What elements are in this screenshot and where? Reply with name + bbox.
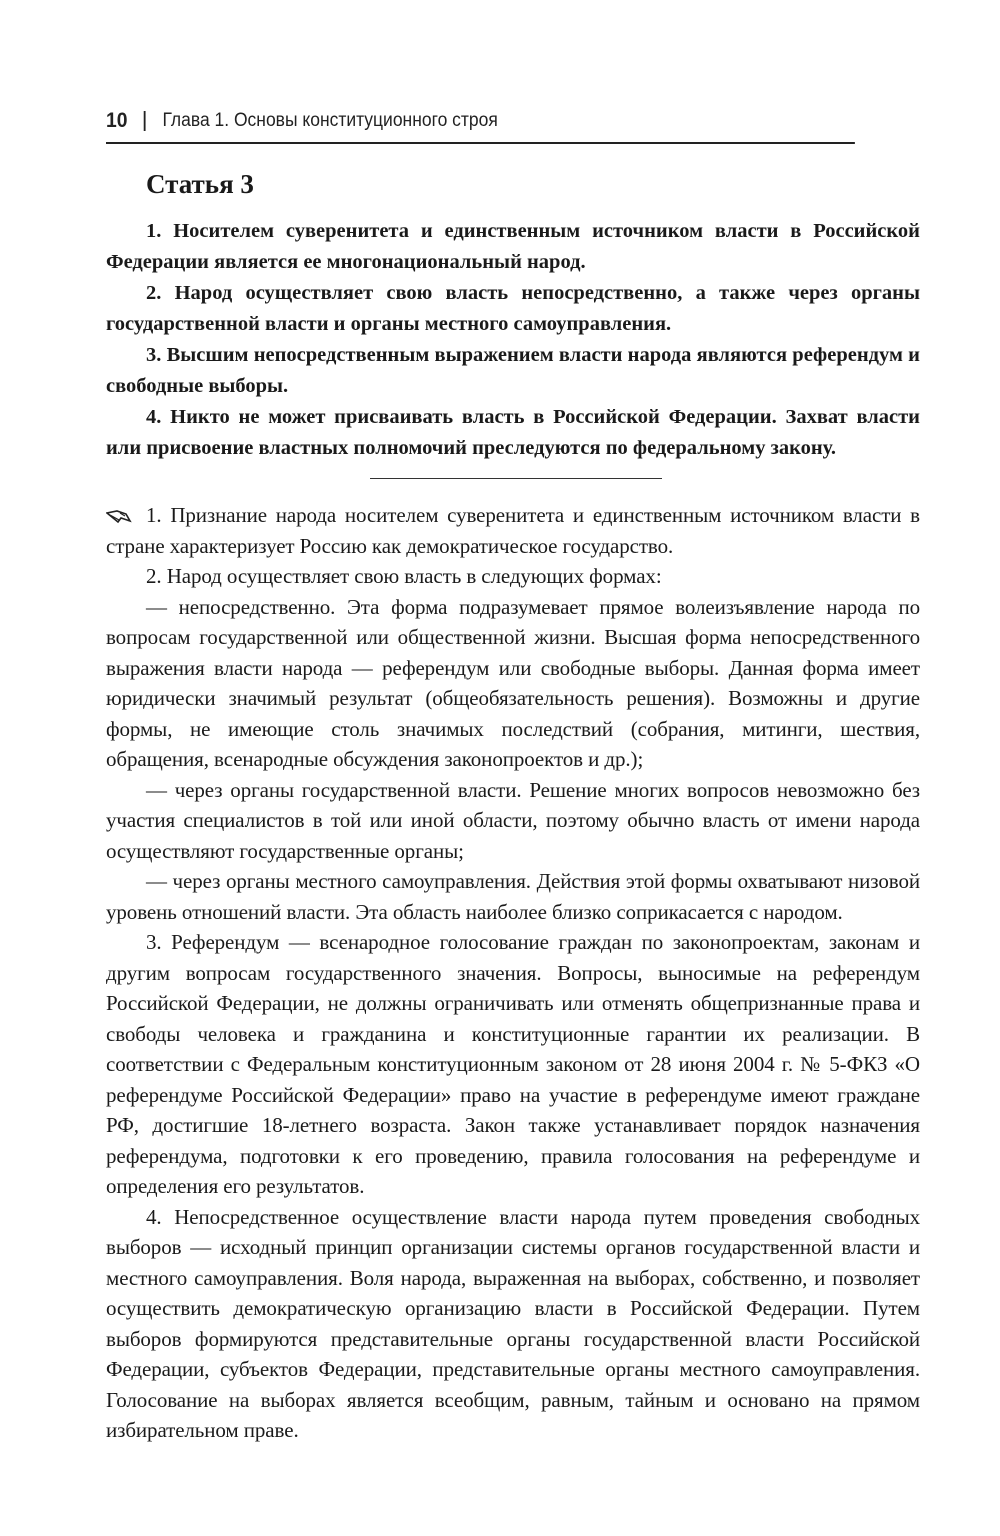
article-clause-1: 1. Носителем суверенитета и единственным источником власти в Российской Федерации является ее многонациональный народ. xyxy=(106,220,920,273)
commentary-paragraph-3: 3. Референдум — всенародное голосование граждан по законопроектам, законам и другим вопросам государственного значения. Вопросы, выносимые на референдум Российской Федерации, не должны ограничивать или отменять общепризнанные права и свободы человека и гражданина и конституционные гарантии их реализации. В соответствии с Федеральным конституционным законом от 28 июня 2004 г. № 5-ФКЗ «О референдуме Российской Федерации» право на участие в референдуме имеют граждане РФ, достигшие 18-летнего возраста. Закон также устанавливает порядок назначения референдума, подготовки к его проведению, правила голосования на референдуме и определения его результатов. xyxy=(106,930,920,1198)
section-divider xyxy=(370,478,662,479)
commentary-dash-item-3: — через органы местного самоуправления. Действия этой формы охватывают низовой уровень отношений власти. Эта область наиболее близко соприкасается с народом. xyxy=(106,869,920,924)
article-body xyxy=(106,216,920,464)
commentary-paragraph-2: 2. Народ осуществляет свою власть в следующих формах: xyxy=(146,564,662,588)
article-clause-3: 3. Высшим непосредственным выражением власти народа являются референдум и свободные выборы. xyxy=(106,344,920,397)
article-clause-2: 2. Народ осуществляет свою власть непосредственно, а также через органы государственной власти и органы местного самоуправления. xyxy=(106,282,920,335)
commentary-dash-item-1: — непосредственно. Эта форма подразумевает прямое волеизъявление народа по вопросам государственной или общественной жизни. Высшая форма непосредственного выражения власти народа — референдум или свободные выборы. Данная форма имеет юридически значимый результат (общеобязательность решения). Возможны и другие формы, не имеющие столь значимых последствий (собрания, митинги, шествия, обращения, всенародные обсуждения законопроектов и др.); xyxy=(106,594,920,771)
article-clause-4: 4. Никто не может присваивать власть в Российской Федерации. Захват власти или присвоение властных полномочий преследуются по федеральному закону. xyxy=(106,406,920,459)
commentary-paragraph-1-text: 1. Признание народа носителем суверенитета и единственным источником власти в стране характеризует Россию как демократическое государство. xyxy=(106,503,920,558)
chapter-title: Глава 1. Основы конституционного строя xyxy=(162,110,498,131)
running-head xyxy=(106,100,855,144)
commentary-dash-item-2: — через органы государственной власти. Решение многих вопросов невозможно без участия специалистов в той или иной области, поэтому обычно власть от имени народа осуществляют государственные органы; xyxy=(106,777,920,863)
page-number: 10 xyxy=(106,109,128,132)
commentary-paragraph-1 xyxy=(106,500,920,561)
article-title: Статья 3 xyxy=(146,169,254,199)
pen-nib-icon xyxy=(106,500,146,531)
commentary-paragraph-4: 4. Непосредственное осуществление власти народа путем проведения свободных выборов — исходный принцип организации системы органов государственной власти и местного самоуправления. Воля народа, выраженная на выборах, собственно, и позволяет осуществить демократическую организацию власти в Российской Федерации. Путем выборов формируются представительные органы государственной власти Российской Федерации, субъектов Федерации, представительные органы местного самоуправления. Голосование на выборах является всеобщим, равным, тайным и основано на прямом избирательном праве. xyxy=(106,1204,920,1442)
header-separator xyxy=(144,111,146,131)
commentary xyxy=(106,500,920,1446)
